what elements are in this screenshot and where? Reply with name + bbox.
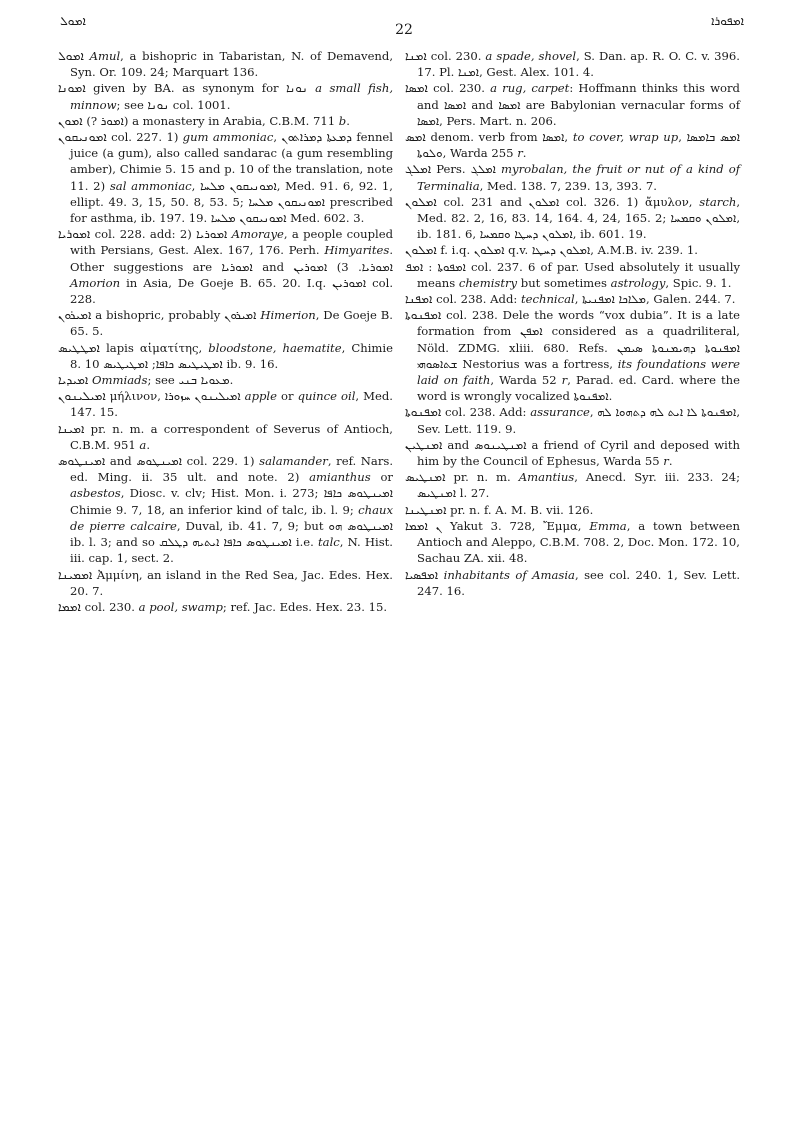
entry-definition: col. 238. Add: technical, ܡܠܐܟܐ ܐܡܦܢܝܬܐ, Galen. 244. 7. [432, 292, 736, 307]
entry-headword: ܐܡܡܐ [405, 518, 428, 533]
entry-headword: ܐܡܝܪܘܢ [58, 308, 92, 323]
dictionary-entry [58, 388, 393, 420]
entry-definition: and ܐܡܢܛܝܢܘܣ a friend of Cyril and deposed with him by the Council of Ephesus, Warda 55 r. [417, 437, 741, 469]
dictionary-entry [405, 404, 740, 436]
right-column [405, 48, 740, 599]
entry-definition: col. 228. add: 2) ܐܡܘܪܝܐ Amoraye, a people coupled with Persians, Gest. Alex. 167, 176. Perh. Himyarites. Other suggestions are ܐܡܘܪܝܐ and ܐܡܘܪܝܐ. 3) ܐܡܘܪܝܢ Amorion in Asia, De Goeje B. 65. 20. I.q. ܐܡܘܪܝܢ col. 228. [70, 227, 394, 307]
entry-headword: ܐܡܠܘܢ [405, 194, 437, 209]
dictionary-entry [405, 307, 740, 404]
dictionary-entry [405, 567, 740, 599]
dictionary-entry [405, 291, 740, 307]
entry-headword: ܐܡܘܠ [58, 49, 84, 63]
entry-definition: lapis αἱματίτης, bloodstone, haematite, Chimie 8. 10 ܐܡܛܝܛܝܣ ܟܐܦܐ; ܐܡܛܝܛܝܣ ib. 9. 16. [70, 340, 393, 371]
dictionary-entry [405, 80, 740, 129]
dictionary-entry [405, 518, 740, 567]
entry-definition: col. 230. a spade, shovel, S. Dan. ap. R. O. C. v. 396. 17. Pl. ܐܡܢܐ, Gest. Alex. 101. 4. [417, 49, 740, 80]
entry-headword: ܐܡܘܢܝܩܘܢ [58, 130, 107, 145]
dictionary-entry [405, 161, 740, 193]
entry-headword: ܐܡܦ [405, 259, 424, 274]
dictionary-entry [58, 307, 393, 339]
dictionary-entry [405, 194, 740, 243]
entry-definition: col. 230. a pool, swamp; ref. Jac. Edes. Hex. 23. 15. [80, 599, 388, 614]
dictionary-entry [405, 259, 740, 291]
dictionary-entry [58, 599, 393, 615]
entry-definition: col. 227. 1) gum ammoniac, ܕܡܥܬܐ ܕܡܪܐܬܘܢ fennel juice (a gum), also called sandarac (a gum resembling amber), Chimie 5. 15 and p. 10 of the translation, note 11. 2) sal ammoniac, ܐܡܘܢܝܩܘܢ ܡܠܚܐ, Med. 91. 6, 92. 1, ellipt. 49. 3, 15, 50. 8, 53. 5; ܐܡܘܢܝܩܘܢ ܡܠܚܐ prescribed for asthma, ib. 197. 19. ܐܡܘܢܝܩܘܢ ܡܠܚܐ Med. 602. 3. [70, 130, 393, 226]
entry-definition: : ܐܡܦܘܬܐ col. 237. 6 of par. Used absolutely it usually means chemistry but sometimes astrology, Spic. 9. 1. [417, 259, 740, 290]
page-header [58, 10, 750, 42]
entry-headword: ܐܡܢܛܝܣ [405, 470, 446, 485]
dictionary-entry [58, 80, 393, 112]
dictionary-entry [58, 372, 393, 388]
entry-headword: ܐܡܢܐ [405, 49, 427, 63]
entry-headword: ܐܡܘܢ [58, 113, 83, 128]
entry-headword: ܐܡܦܢܘܬܐ [405, 405, 442, 420]
entry-headword: ܐܡܠܘܢ [405, 243, 437, 258]
entry-definition: and ܐܡܝܢܛܘܣ col. 229. 1) salamander, ref. Nars. ed. Ming. ii. 35 ult. and note. 2) amianthus or asbestos, Diosc. v. clv; Hist. Mon. i. 273; ܐܡܝܢܛܘܣ ܟܐܦܐ Chimie 9. 7, 18, an inferior kind of talc, ib. l. 9; chaux de pierre calcaire, Duval, ib. 41. 7, 9; but ܐܡܝܢܛܘܣ ܗܘ ib. l. 3; and so ܐܡܝܢܛܘܣ ܟܐܦܐ ܐܝܬܝܗ ܕܛܠܩ i.e. talc, N. Hist. iii. cap. 1, sect. 2. [70, 454, 393, 566]
entry-headword: ܐܡܘܢܐ [58, 81, 86, 96]
dictionary-entry [405, 129, 740, 161]
entry-definition: given by BA. as synonym for ܢܘܢܐ a small fish, minnow; see ܢܘܢܐ col. 1001. [70, 81, 393, 112]
entry-definition: pr. n. m. Amantius, Anecd. Syr. iii. 233. 24; ܐܡܢܛܝܣ l. 27. [417, 470, 740, 501]
entry-headword: ܐܡܝܢܐ [58, 421, 85, 436]
entry-definition: col. 238. Dele the words “vox dubia”. It is a late formation from ܐܡܦܢ considered as a quadriliteral, Nöld. ZDMG. xliii. 680. Refs. ܐܡܦܢܘܬܐ ܕܗܝܡܢܘܬܐ ܣܝܡܢ ܫܬܐܣܘܗܝ Nestorius was a fortress, its foundations were laid on faith, Warda 52 r, Parad. ed. Card. where the word is wrongly vocalized ܐܡܦܢܘܬܐ. [417, 308, 740, 404]
running-head-left: ܐܡܘܠ [60, 14, 86, 28]
dictionary-entry [405, 48, 740, 80]
entry-definition: col. 238. Add: assurance, ܐܡܦܢܘܬܐ ܠܐ ܐܝܬ ܠܗ ܕܬܗܘܐ ܠܗ, Sev. Lett. 119. 9. [417, 405, 740, 436]
entry-definition: ܢ Yakut 3. 728, Ἔμμα, Emma, a town between Antioch and Aleppo, C.B.M. 708. 2, Doc. Mon. 172. 10, Sachau ZA. xii. 48. [417, 518, 740, 566]
entry-definition: (? ܐܡܘܪ) a monastery in Arabia, C.B.M. 711 b. [82, 113, 350, 128]
entry-headword: ܐܡܣܐ [405, 81, 428, 96]
dictionary-entry [58, 567, 393, 599]
dictionary-entry [405, 242, 740, 258]
dictionary-entry [58, 340, 393, 372]
dictionary-entry [58, 129, 393, 226]
entry-headword: ܐܡܡܝܢܐ [58, 567, 93, 582]
dictionary-entry [58, 48, 393, 80]
entry-headword: ܐܡܣ [405, 130, 426, 145]
left-column [58, 48, 393, 615]
entry-headword: ܐܡܝܠܝܢܘܢ [58, 389, 106, 404]
entry-definition: Amul, a bishopric in Tabaristan, N. of Demavend, Syn. Or. 109. 24; Marquart 136. [70, 49, 394, 80]
dictionary-entry [58, 453, 393, 566]
entry-definition: col. 230. a rug, carpet: Hoffmann thinks this word and ܐܡܣܐ and ܐܡܣܐ are Babylonian vernacular forms of ܐܡܣܐ, Pers. Mart. n. 206. [417, 81, 740, 128]
entry-definition: μήλινον, ܐܡܝܠܝܢܘܢ ܚܙܘܪܐ apple or quince oil, Med. 147. 15. [70, 389, 393, 420]
entry-definition: Ommiads; see ܡܥܘܝܐ ܒܢܝ. [92, 373, 234, 388]
entry-definition: pr. n. m. a correspondent of Severus of Antioch, C.B.M. 951 a. [70, 421, 393, 452]
entry-headword: ܐܡܝܢܛܘܣ [58, 454, 106, 469]
entry-definition: inhabitants of Amasia, see col. 240. 1, Sev. Lett. 247. 16. [417, 567, 740, 598]
entry-headword: ܐܡܘܪܝܐ [58, 227, 91, 242]
entry-definition: f. i.q. ܐܡܠܘܢ q.v. ܐܡܠܘܢ ܕܚܛܐ, A.M.B. iv. 239. 1. [436, 243, 698, 258]
page-number: 22 [395, 22, 413, 38]
dictionary-entry [58, 226, 393, 307]
dictionary-entry [405, 437, 740, 469]
entry-definition: Ἀμμίνη, an island in the Red Sea, Jac. Edes. Hex. 20. 7. [70, 567, 393, 598]
entry-definition: col. 231 and ܐܡܠܘܢ col. 326. 1) ἄμυλον, starch, Med. 82. 2, 16, 83. 14, 164. 4, 24, 165. 2; ܐܡܠܘܢ ܘܩܡܚܐ, ib. 181. 6, ܐܡܠܘܢ ܕܚܛܐ ܘܩܡܚܐ, ib. 601. 19. [417, 194, 740, 242]
entry-headword: ܐܡܠܓ [405, 162, 432, 177]
entry-headword: ܐܡܦܣܝܐ [405, 567, 439, 582]
entry-headword: ܐܡܢܛܝܢ [405, 437, 443, 452]
entry-headword: ܐܡܝܕܝܐ [58, 373, 89, 388]
dictionary-entry [58, 421, 393, 453]
entry-definition: Pers. ܐܡܠܓ myrobalan, the fruit or nut of a kind of Terminalia, Med. 138. 7, 239. 13, 393. 7. [417, 162, 741, 193]
entry-headword: ܐܡܢܛܝܢܐ [405, 502, 447, 517]
running-head-right: ܐܡܦܘܪܐ [711, 14, 744, 28]
dictionary-entry [405, 469, 740, 501]
entry-headword: ܐܡܦܢܘܬܐ [405, 308, 442, 323]
dictionary-entry [58, 113, 393, 129]
dictionary-entry [405, 502, 740, 518]
entry-definition: pr. n. f. A. M. B. vii. 126. [446, 502, 594, 517]
entry-definition: a bishopric, probably ܐܡܝܪܘܢ Himerion, De Goeje B. 65. 5. [70, 308, 393, 339]
entry-headword: ܐܡܛܛܝܣ [58, 340, 100, 355]
entry-headword: ܐܡܦܢܐ [405, 292, 433, 307]
entry-headword: ܐܡܡܐ [58, 599, 81, 614]
entry-definition: denom. verb from ܐܡܣܐ, to cover, wrap up, ܐܡܣ ܒܐܡܣܐ ܘܠܘܬܐ, Warda 255 r. [417, 130, 741, 161]
